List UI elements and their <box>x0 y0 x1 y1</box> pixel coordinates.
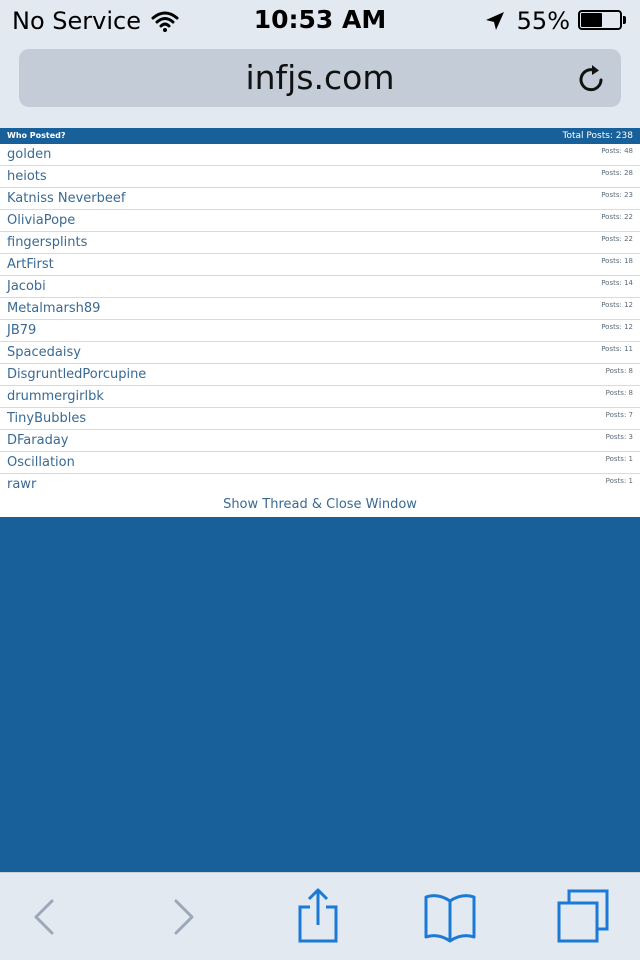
battery-icon <box>578 10 628 32</box>
user-row <box>0 298 640 320</box>
reload-icon[interactable] <box>575 63 607 95</box>
forward-icon[interactable] <box>154 887 214 947</box>
username-link[interactable]: OliviaPope <box>7 213 76 228</box>
url-text[interactable]: infjs.com <box>245 58 395 97</box>
post-count[interactable]: Posts: 48 <box>601 147 633 155</box>
user-row <box>0 276 640 298</box>
post-count[interactable]: Posts: 14 <box>601 279 633 287</box>
who-posted-panel <box>0 128 640 517</box>
user-row <box>0 188 640 210</box>
post-count[interactable]: Posts: 28 <box>601 169 633 177</box>
user-row <box>0 408 640 430</box>
username-link[interactable]: TinyBubbles <box>7 411 87 426</box>
post-count[interactable]: Posts: 11 <box>601 345 633 353</box>
user-row <box>0 342 640 364</box>
battery-percent: 55% <box>516 7 570 35</box>
carrier-label: No Service <box>12 7 141 35</box>
username-link[interactable]: JB79 <box>7 323 37 338</box>
location-arrow-icon <box>485 11 505 31</box>
post-count[interactable]: Posts: 18 <box>601 257 633 265</box>
tabs-icon[interactable] <box>552 887 612 947</box>
who-posted-header <box>0 128 640 144</box>
post-count[interactable]: Posts: 22 <box>601 235 633 243</box>
post-count[interactable]: Posts: 22 <box>601 213 633 221</box>
share-icon[interactable] <box>288 887 348 947</box>
username-link[interactable]: Oscillation <box>7 455 75 470</box>
user-row <box>0 430 640 452</box>
status-time: 10:53 AM <box>253 5 387 34</box>
address-area <box>0 40 640 128</box>
post-count[interactable]: Posts: 8 <box>605 389 633 397</box>
bottom-toolbar <box>0 872 640 960</box>
post-count[interactable]: Posts: 1 <box>605 455 633 463</box>
user-row <box>0 452 640 474</box>
username-link[interactable]: Metalmarsh89 <box>7 301 101 316</box>
username-link[interactable]: Spacedaisy <box>7 345 81 360</box>
bookmarks-icon[interactable] <box>420 887 480 947</box>
post-count[interactable]: Posts: 3 <box>605 433 633 441</box>
username-link[interactable]: golden <box>7 147 52 162</box>
status-bar <box>0 0 640 40</box>
username-link[interactable]: ArtFirst <box>7 257 54 272</box>
who-posted-title: Who Posted? <box>7 131 66 140</box>
show-thread-close-link[interactable]: Show Thread & Close Window <box>0 495 640 517</box>
post-count[interactable]: Posts: 23 <box>601 191 633 199</box>
post-count[interactable]: Posts: 7 <box>605 411 633 419</box>
username-link[interactable]: drummergirlbk <box>7 389 104 404</box>
post-count[interactable]: Posts: 12 <box>601 301 633 309</box>
post-count[interactable]: Posts: 8 <box>605 367 633 375</box>
username-link[interactable]: fingersplints <box>7 235 88 250</box>
total-posts: Total Posts: 238 <box>562 131 633 141</box>
user-row <box>0 144 640 166</box>
back-icon[interactable] <box>14 887 74 947</box>
username-link[interactable]: heiots <box>7 169 47 184</box>
post-count[interactable]: Posts: 12 <box>601 323 633 331</box>
username-link[interactable]: Jacobi <box>7 279 46 294</box>
address-bar[interactable] <box>19 49 621 107</box>
user-row <box>0 254 640 276</box>
username-link[interactable]: rawr <box>7 477 37 492</box>
user-row <box>0 364 640 386</box>
user-list <box>0 144 640 495</box>
username-link[interactable]: Katniss Neverbeef <box>7 191 126 206</box>
user-row <box>0 474 640 495</box>
user-row <box>0 210 640 232</box>
username-link[interactable]: DFaraday <box>7 433 69 448</box>
username-link[interactable]: DisgruntledPorcupine <box>7 367 147 382</box>
user-row <box>0 386 640 408</box>
user-row <box>0 320 640 342</box>
status-right <box>485 7 628 35</box>
user-row <box>0 232 640 254</box>
post-count[interactable]: Posts: 1 <box>605 477 633 485</box>
user-row <box>0 166 640 188</box>
